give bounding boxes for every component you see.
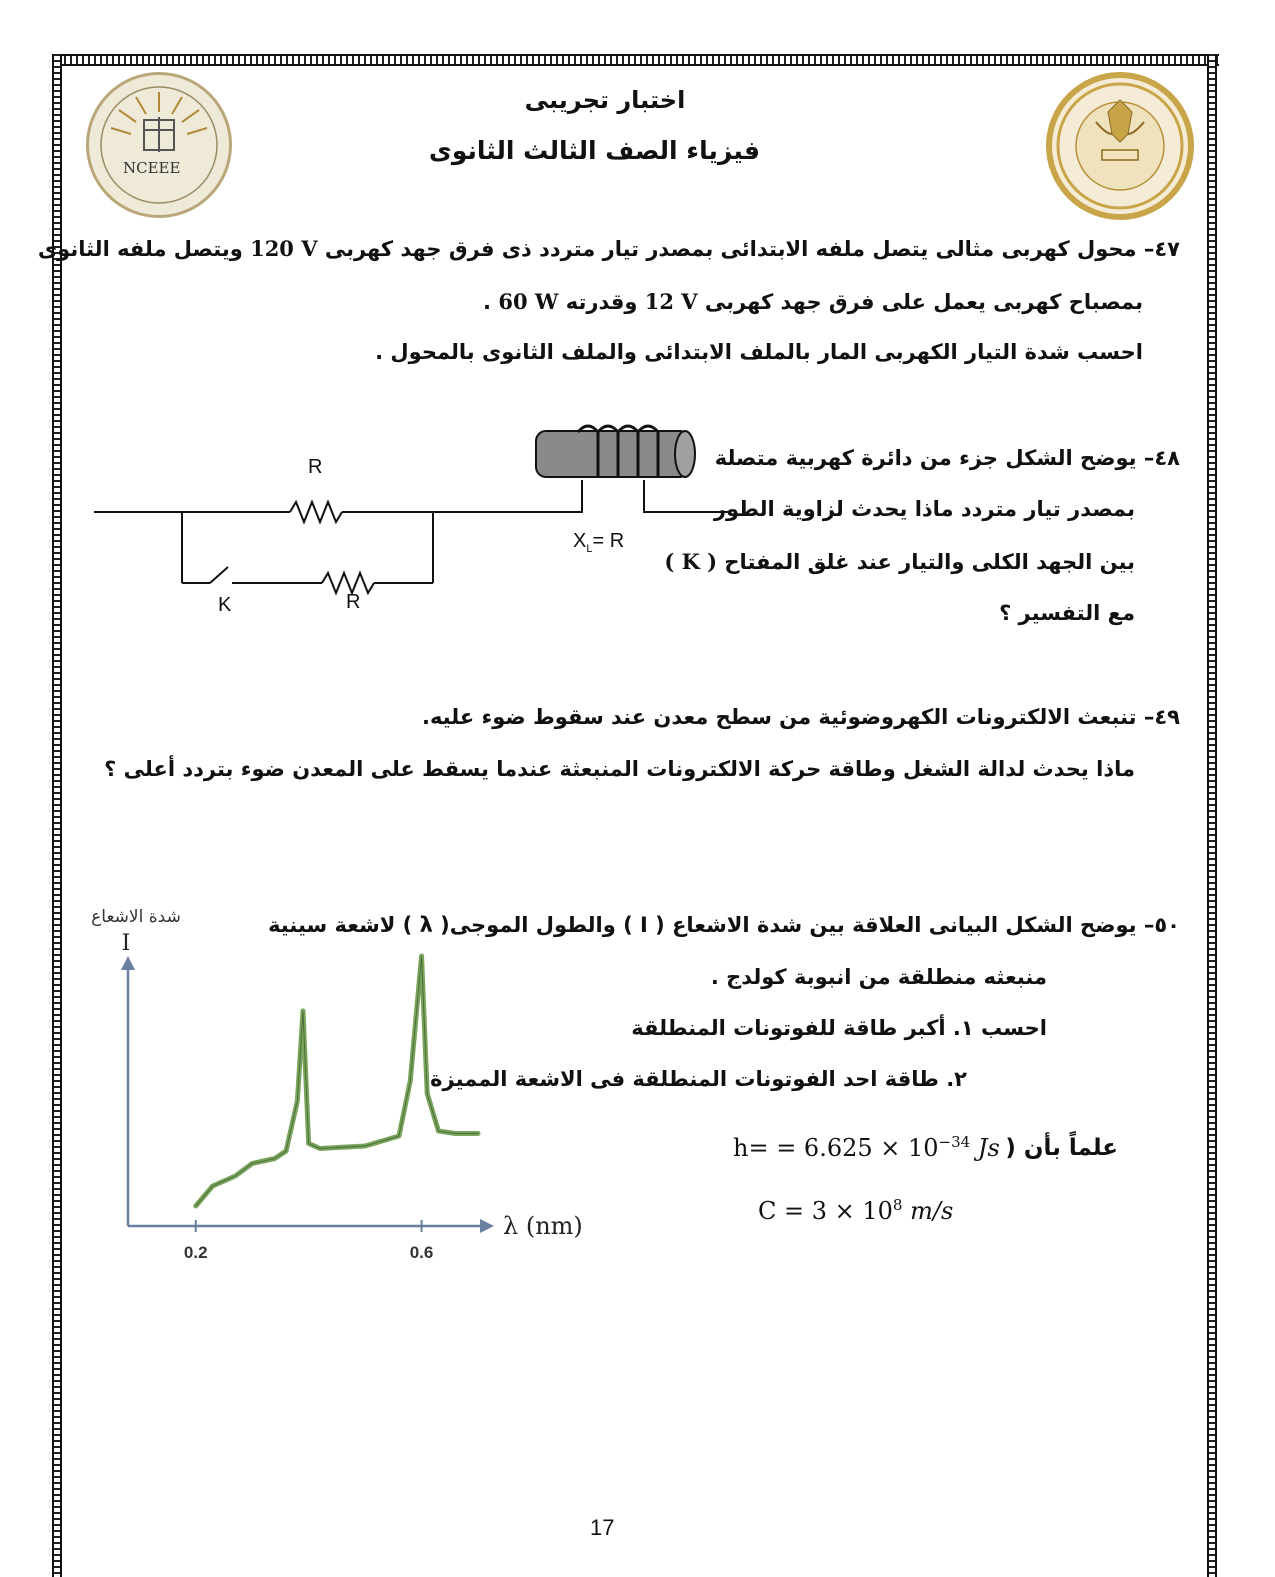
ministry-logo [1046, 72, 1194, 220]
page-number: 17 [590, 1515, 615, 1540]
q48-line2: بمصدر تيار متردد ماذا يحدث لزاوية الطور [713, 497, 1135, 521]
spectrum-line-0 [196, 956, 478, 1206]
speed-of-light: $C = 3 \times 10^8$ m/s [758, 1196, 954, 1225]
page-border-right [1207, 54, 1217, 1577]
x-tick-label-1: 0.6 [409, 1243, 434, 1262]
x-axis-arrow [480, 1219, 494, 1233]
inductive-reactance-label: $X_L= R$ [573, 530, 625, 555]
q47-line3: احسب شدة التيار الكهربى المار بالملف الابتدائى والملف الثانوى بالمحول . [375, 340, 1143, 364]
q48-line3: بين الجهد الكلى والتيار عند غلق المفتاح ( K ) [664, 549, 1135, 574]
x-axis-label: λ (nm) [503, 1212, 583, 1240]
xray-spectrum-chart [70, 900, 583, 1262]
q48-line4: مع التفسير ؟ [999, 601, 1135, 625]
switch-k-label: K [218, 594, 232, 616]
q49-line1: ٤٩– تنبعث الالكترونات الكهروضوئية من سطح معدن عند سقوط ضوء عليه. [421, 705, 1180, 729]
q47-line1: ٤٧– محول كهربى مثالى يتصل ملفه الابتدائى بمصدر تيار متردد ذى فرق جهد كهربى 120 V ويتصل ملفه الثانوى [37, 236, 1180, 261]
x-tick-label-0: 0.2 [183, 1243, 208, 1262]
q50-line1: ٥٠– يوضح الشكل البيانى العلاقة بين شدة الاشعاع ( I ) والطول الموجى( λ ) لاشعة سينية [268, 913, 1180, 937]
y-axis-label: I [121, 931, 131, 956]
q50-line2: منبعثه منطلقة من انبوبة كولدج . [710, 965, 1047, 989]
planck-constant: $h= = 6.625 \times 10^{-34}$ Js [733, 1133, 1000, 1162]
nceee-logo-text: NCEEE [123, 159, 181, 177]
circuit-diagram [90, 420, 730, 620]
q49-line2: ماذا يحدث لدالة الشغل وطاقة حركة الالكترونات المنبعثة عندما يسقط على المعدن ضوء بتردد أعلى ؟ [104, 757, 1135, 781]
q48-line1: ٤٨– يوضح الشكل جزء من دائرة كهربية متصلة [714, 446, 1180, 470]
exam-subtitle: فيزياء الصف الثالث الثانوى [428, 136, 760, 165]
nceee-logo [86, 72, 232, 218]
q47-line2: بمصباح كهربى يعمل على فرق جهد كهربى 12 V وقدرته 60 W . [483, 289, 1143, 314]
exam-title: اختبار تجريبى [524, 86, 686, 114]
page-border-top [52, 54, 1219, 66]
given-label: علماً بأن ( [1005, 1135, 1118, 1161]
q50-line4: ٢. طاقة احد الفوتونات المنطلقة فى الاشعة المميزة [430, 1067, 967, 1091]
spectrum-outline-0 [196, 956, 478, 1206]
page-border-left [52, 54, 62, 1577]
resistor-top-label: R [308, 456, 323, 478]
y-axis-arrow [121, 956, 135, 970]
resistor-bottom-label: R [346, 591, 361, 613]
q50-line3: احسب ١. أكبر طاقة للفوتونات المنطلقة [631, 1016, 1047, 1040]
y-axis-label-arabic: شدة الاشعاع [91, 907, 181, 927]
